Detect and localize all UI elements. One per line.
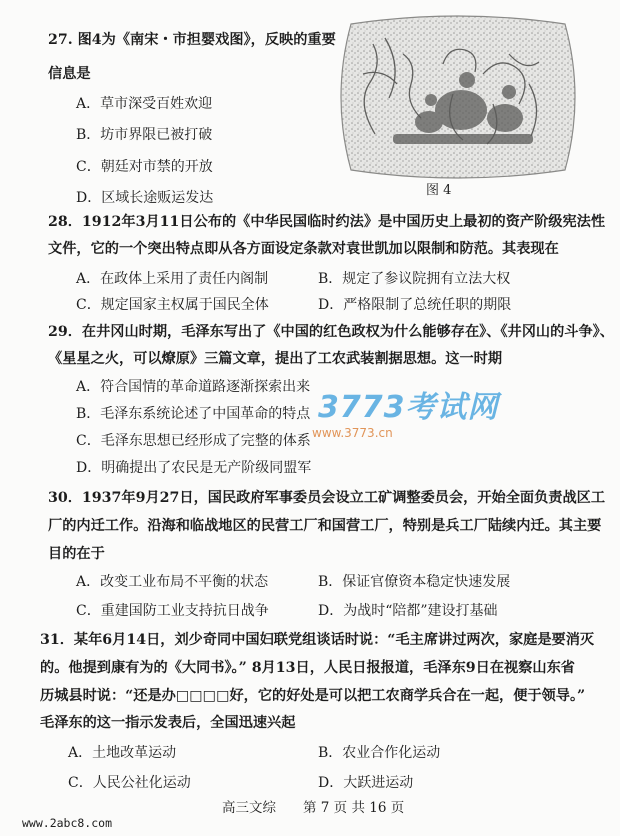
page-footer: 高三文综 第 7 页 共 16 页 (222, 800, 405, 816)
watermark-logo: 3773考试网 (318, 390, 499, 425)
q28-option-a: A．在政体上采用了责任内阁制 (76, 271, 269, 287)
q30-stem-line-2: 厂的内迁工作。沿海和临战地区的民营工厂和国营工厂，特别是兵工厂陆续内迁。其主要 (48, 518, 602, 534)
q29-option-c: C．毛泽东思想已经形成了完整的体系 (76, 433, 311, 449)
q28-option-d: D．严格限制了总统任职的期限 (318, 297, 512, 313)
q30-option-c: C．重建国防工业支持抗日战争 (76, 603, 269, 619)
q27-option-b: B．坊市界限已被打破 (76, 127, 213, 143)
q27-option-c: C．朝廷对市禁的开放 (76, 159, 213, 175)
q27-option-a: A．草市深受百姓欢迎 (76, 96, 213, 112)
q30-stem-line-1: 30．1937年9月27日，国民政府军事委员会设立工矿调整委员会，开始全面负责战区工 (48, 490, 606, 506)
q31-stem-line-1: 31．某年6月14日，刘少奇同中国妇联党组谈话时说：“毛主席讲过两次，家庭是要消灭 (40, 632, 595, 648)
figure-4-painting (333, 14, 583, 180)
q27-stem-line-1: 27. 图4为《南宋・市担婴戏图》，反映的重要 (48, 32, 336, 48)
q29-stem-line-2: 《星星之火，可以燎原》三篇文章，提出了工农武装割据思想。这一时期 (48, 351, 503, 367)
q30-stem-line-3: 目的在于 (48, 546, 105, 562)
q29-option-a: A．符合国情的革命道路逐渐探索出来 (76, 379, 311, 395)
q29-stem-line-1: 29．在井冈山时期，毛泽东写出了《中国的红色政权为什么能够存在》、《井冈山的斗争》、 (48, 324, 614, 340)
q28-stem-line-1: 28．1912年3月11日公布的《中华民国临时约法》是中国历史上最初的资产阶级宪法性 (48, 214, 606, 230)
q28-option-c: C．规定国家主权属于国民全体 (76, 297, 269, 313)
q31-option-a: A．土地改革运动 (68, 745, 177, 761)
q31-option-c: C．人民公社化运动 (68, 775, 191, 791)
q30-option-b: B．保证官僚资本稳定快速发展 (318, 574, 511, 590)
q31-stem-line-4: 毛泽东的这一指示发表后，全国迅速兴起 (40, 715, 296, 731)
q31-option-b: B．农业合作化运动 (318, 745, 441, 761)
q28-stem-line-2: 文件，它的一个突出特点即从各方面设定条款对袁世凯加以限制和防范。其表现在 (48, 241, 559, 257)
q30-option-a: A．改变工业布局不平衡的状态 (76, 574, 269, 590)
q29-option-b: B．毛泽东系统论述了中国革命的特点 (76, 406, 311, 422)
q30-option-d: D．为战时“陪都”建设打基础 (318, 603, 498, 619)
q31-stem-line-3: 历城县时说：“还是办□□□□好，它的好处是可以把工农商学兵合在一起，便于领导。” (40, 688, 586, 704)
site-url: www.2abc8.com (22, 816, 113, 830)
q31-option-d: D．大跃进运动 (318, 775, 414, 791)
q29-option-d: D．明确提出了农民是无产阶级同盟军 (76, 460, 312, 476)
watermark-url: www.3773.cn (312, 426, 393, 440)
figure-4-caption: 图 4 (426, 183, 452, 198)
q31-stem-line-2: 的。他提到康有为的《大同书》。” 8月13日，人民日报报道，毛泽东9日在视察山东省 (40, 660, 575, 676)
q27-stem-line-2: 信息是 (48, 66, 91, 82)
q27-option-d: D．区域长途贩运发达 (76, 190, 214, 206)
q28-option-b: B．规定了参议院拥有立法大权 (318, 271, 511, 287)
